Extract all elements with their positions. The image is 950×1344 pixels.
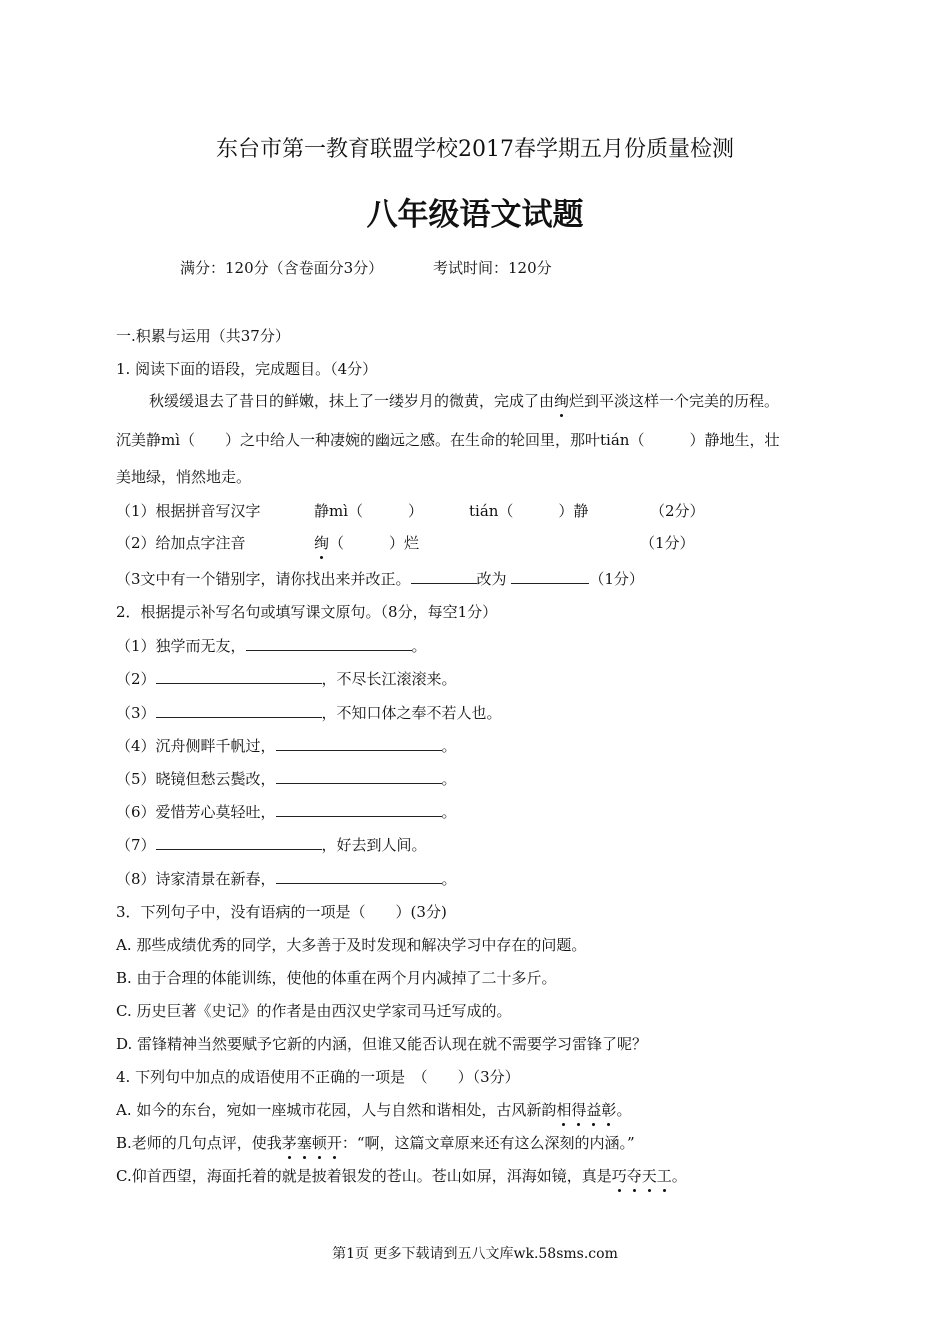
- option-text: ：“啊，这篇文章原来还有这么深刻的内涵。”: [341, 1134, 635, 1152]
- answer-blank[interactable]: [411, 569, 477, 584]
- item-prefix: （1）独学而无友，: [116, 637, 246, 655]
- answer-blank[interactable]: [276, 769, 442, 784]
- emphasis-char: 益: [586, 1101, 602, 1119]
- q1-sub3-mid: 改为: [476, 570, 507, 588]
- emphasis-char: 绚: [314, 534, 330, 552]
- q1-sub3-score: （1分）: [589, 570, 644, 588]
- emphasis-char: 巧: [611, 1167, 627, 1185]
- option-text: 。: [616, 1101, 632, 1119]
- answer-blank[interactable]: [276, 802, 442, 817]
- q2-item: [116, 703, 502, 723]
- emphasis-phrase: [556, 1101, 616, 1119]
- item-suffix: ，不尽长江滚滚来。: [321, 670, 457, 688]
- item-suffix: ，好去到人间。: [321, 836, 427, 854]
- q1-sub1-blank-b: tián（ ）静: [469, 502, 589, 520]
- option-text: C.仰首西望，海面托着的就是披着银发的苍山。苍山如屏，洱海如镜，真是: [116, 1167, 612, 1185]
- page-footer: 第1页 更多下载请到五八文库wk.58sms.com: [332, 1246, 618, 1262]
- option-text: 。: [671, 1167, 687, 1185]
- exam-title: 东台市第一教育联盟学校2017春学期五月份质量检测: [216, 137, 734, 162]
- item-prefix: （7）: [116, 836, 156, 854]
- emphasis-char: 茅: [281, 1134, 297, 1152]
- q1-passage-text: 秋缓缓退去了昔日的鲜嫩，抹上了一缕岁月的微黄，完成了由: [149, 392, 555, 410]
- q3-stem: 3．下列句子中，没有语病的一项是（ ）(3分): [116, 903, 447, 921]
- answer-blank[interactable]: [156, 703, 322, 718]
- q1-sub1-score: （2分）: [650, 502, 705, 520]
- item-prefix: （6）爱惜芳心莫轻吐，: [116, 803, 276, 821]
- answer-blank[interactable]: [156, 669, 322, 684]
- item-prefix: （3）: [116, 704, 156, 722]
- q1-sub2-score: （1分）: [640, 534, 695, 552]
- section-heading: 一.积累与运用（共37分）: [116, 327, 290, 345]
- item-prefix: （5）晓镜但愁云鬓改，: [116, 770, 276, 788]
- q2-item: [116, 669, 457, 689]
- q2-stem: 2．根据提示补写名句或填写课文原句。（8分，每空1分）: [116, 603, 498, 621]
- emphasis-char: 得: [571, 1101, 587, 1119]
- q2-item: [116, 769, 457, 789]
- item-prefix: （4）沉舟侧畔千帆过，: [116, 737, 276, 755]
- q2-item: [116, 636, 427, 656]
- q4-option-a: [116, 1100, 631, 1120]
- item-suffix: 。: [441, 803, 457, 821]
- answer-blank[interactable]: [246, 636, 412, 651]
- q1-passage-line2: 沉美静mì（ ）之中给人一种凄婉的幽远之感。在生命的轮回里，那叶tián（ ）静地生，壮: [116, 431, 780, 449]
- q3-option-d: D. 雷锋精神当然要赋予它新的内涵，但谁又能否认现在就不需要学习雷锋了呢？: [116, 1035, 648, 1053]
- q1-sub2-answer: [314, 533, 419, 553]
- q4-option-c: [116, 1166, 687, 1186]
- q1-passage-text: 烂到平淡这样一个完美的历程。: [569, 392, 780, 410]
- emphasis-char: 开: [326, 1134, 342, 1152]
- answer-blank[interactable]: [276, 736, 442, 751]
- emphasis-char: 相: [556, 1101, 572, 1119]
- item-suffix: 。: [441, 770, 457, 788]
- score-info: 满分：120分（含卷面分3分）: [180, 259, 384, 277]
- q4-option-b: [116, 1133, 635, 1153]
- q1-passage-line1: [149, 391, 779, 411]
- q1-sub1-blank-a: 静mì（ ）: [314, 502, 424, 520]
- emphasis-char: 彰: [601, 1101, 617, 1119]
- q1-sub1-label: （1）根据拼音写汉字: [116, 502, 261, 520]
- item-suffix: 。: [441, 737, 457, 755]
- q3-option-c: C. 历史巨著《史记》的作者是由西汉史学家司马迁写成的。: [116, 1002, 512, 1020]
- q3-option-a: A. 那些成绩优秀的同学，大多善于及时发现和解决学习中存在的问题。: [116, 936, 587, 954]
- item-suffix: ，不知口体之奉不若人也。: [321, 704, 502, 722]
- item-suffix: 。: [441, 870, 457, 888]
- q1-sub3: [116, 569, 644, 589]
- emphasis-char: 塞: [296, 1134, 312, 1152]
- item-suffix: 。: [411, 637, 427, 655]
- q2-item: [116, 835, 427, 855]
- emphasis-phrase: [612, 1167, 672, 1185]
- emphasis-char: 夺: [626, 1167, 642, 1185]
- answer-blank[interactable]: [156, 835, 322, 850]
- q1-sub3-text: （3文中有一个错别字，请你找出来并改正。: [116, 570, 411, 588]
- emphasis-phrase: [282, 1134, 342, 1152]
- answer-blank[interactable]: [276, 869, 442, 884]
- option-text: B.老师的几句点评，使我: [116, 1134, 282, 1152]
- emphasis-char: 顿: [311, 1134, 327, 1152]
- option-text: A. 如今的东台，宛如一座城市花园，人与自然和谐相处，古风新韵: [116, 1101, 557, 1119]
- item-prefix: （8）诗家清景在新春，: [116, 870, 276, 888]
- q3-option-b: B. 由于合理的体能训练，使他的体重在两个月内减掉了二十多斤。: [116, 969, 557, 987]
- emphasis-char: 工: [656, 1167, 672, 1185]
- time-info: 考试时间：120分: [433, 259, 552, 277]
- answer-blank[interactable]: [511, 569, 589, 584]
- emphasis-char: 绚: [554, 392, 570, 410]
- q1-sub2-label: （2）给加点字注音: [116, 534, 246, 552]
- q2-item: [116, 802, 457, 822]
- q1-stem: 1. 阅读下面的语段，完成题目。（4分）: [116, 360, 378, 378]
- q1-sub2-blank: （ ）烂: [329, 534, 420, 552]
- item-prefix: （2）: [116, 670, 156, 688]
- q2-item: [116, 736, 457, 756]
- emphasis-char: 天: [641, 1167, 657, 1185]
- q1-passage-line3: 美地绿，悄然地走。: [116, 468, 252, 486]
- exam-subtitle: 八年级语文试题: [366, 197, 584, 233]
- q4-stem: 4. 下列句中加点的成语使用不正确的一项是 （ ）（3分）: [116, 1068, 520, 1086]
- q2-item: [116, 869, 457, 889]
